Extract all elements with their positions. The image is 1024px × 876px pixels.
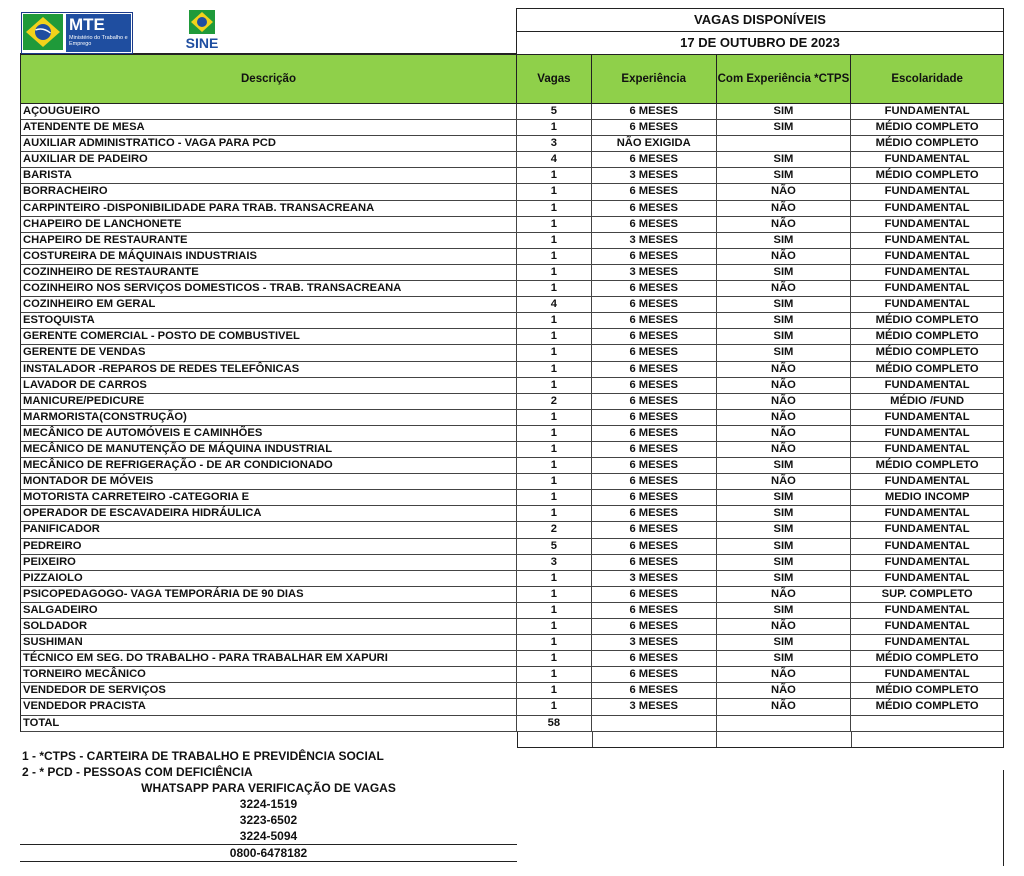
table-row [20, 201, 1004, 217]
cell-descricao: TORNEIRO MECÂNICO [21, 667, 517, 682]
cell-vagas: 4 [517, 152, 592, 167]
cell-vagas: 4 [517, 297, 592, 312]
cell-escolaridade: FUNDAMENTAL [884, 555, 970, 568]
brazil-flag-icon [23, 14, 63, 50]
cell-com-experiencia: NÃO [717, 378, 852, 393]
cell-escolaridade: FUNDAMENTAL [884, 507, 970, 520]
cell-escolaridade: MÉDIO COMPLETO [875, 346, 979, 359]
cell-descricao: GERENTE COMERCIAL - POSTO DE COMBUSTIVEL [21, 329, 517, 344]
cell-experiencia: 6 MESES [592, 667, 717, 682]
cell-descricao: PIZZAIOLO [21, 571, 517, 586]
cell-experiencia: 6 MESES [592, 619, 717, 634]
cell-vagas: 3 [517, 555, 592, 570]
table-row [20, 265, 1004, 281]
cell-escolaridade: FUNDAMENTAL [884, 153, 970, 166]
cell-experiencia: 6 MESES [592, 104, 717, 119]
cell-descricao: MECÂNICO DE REFRIGERAÇÃO - DE AR CONDICIONADO [21, 458, 517, 473]
document-header [20, 8, 1004, 54]
cell-experiencia: 6 MESES [592, 394, 717, 409]
whatsapp-number: 3223-6502 [239, 812, 298, 827]
column-header-escolaridade: Escolaridade [891, 72, 963, 85]
cell-vagas: 5 [517, 539, 592, 554]
footnotes [20, 748, 517, 862]
title-block [516, 8, 1004, 54]
table-row [20, 329, 1004, 345]
cell-escolaridade: FUNDAMENTAL [884, 523, 970, 536]
footnote-ctps: 1 - *CTPS - CARTEIRA DE TRABALHO E PREVIDÊNCIA SOCIAL [22, 748, 384, 763]
blank-cell [852, 732, 1003, 747]
cell-vagas: 1 [517, 362, 592, 377]
cell-com-experiencia: NÃO [717, 426, 852, 441]
cell-escolaridade: FUNDAMENTAL [884, 636, 970, 649]
cell-experiencia: 3 MESES [592, 233, 717, 248]
cell-vagas: 2 [517, 394, 592, 409]
total-row [20, 716, 1004, 732]
cell-escolaridade: FUNDAMENTAL [884, 282, 970, 295]
cell-experiencia: 6 MESES [592, 522, 717, 537]
cell-com-experiencia: NÃO [717, 619, 852, 634]
table-row [20, 442, 1004, 458]
cell-experiencia: 6 MESES [592, 506, 717, 521]
table-row [20, 378, 1004, 394]
table-row [20, 362, 1004, 378]
cell-escolaridade: MÉDIO COMPLETO [875, 137, 979, 150]
cell-escolaridade: FUNDAMENTAL [884, 475, 970, 488]
cell-descricao: CARPINTEIRO -DISPONIBILIDADE PARA TRAB. TRANSACREANA [21, 201, 517, 216]
cell-com-experiencia: SIM [717, 458, 852, 473]
cell-com-experiencia: NÃO [717, 442, 852, 457]
cell-vagas: 2 [517, 522, 592, 537]
cell-com-experiencia: SIM [717, 168, 852, 183]
page-date: 17 DE OUTUBRO DE 2023 [517, 31, 1003, 54]
cell-descricao: PANIFICADOR [21, 522, 517, 537]
table-row [20, 168, 1004, 184]
table-row [20, 120, 1004, 136]
cell-escolaridade: FUNDAMENTAL [884, 410, 970, 423]
table-row [20, 217, 1004, 233]
cell-escolaridade: FUNDAMENTAL [884, 571, 970, 584]
cell-vagas: 1 [517, 184, 592, 199]
total-empty-cell [717, 716, 852, 731]
footnote-pcd: 2 - * PCD - PESSOAS COM DEFICIÊNCIA [22, 764, 253, 779]
cell-escolaridade: MEDIO INCOMP [884, 491, 970, 504]
cell-com-experiencia: NÃO [717, 683, 852, 698]
divider [20, 861, 517, 862]
table-row [20, 587, 1004, 603]
cell-descricao: VENDEDOR PRACISTA [21, 699, 517, 714]
cell-escolaridade: FUNDAMENTAL [884, 105, 970, 117]
cell-escolaridade: FUNDAMENTAL [884, 233, 970, 246]
cell-vagas: 5 [517, 104, 592, 119]
cell-experiencia: 6 MESES [592, 490, 717, 505]
cell-com-experiencia: SIM [717, 539, 852, 554]
cell-descricao: LAVADOR DE CARROS [21, 378, 517, 393]
cell-vagas: 1 [517, 217, 592, 232]
table-row [20, 233, 1004, 249]
cell-descricao: INSTALADOR -REPAROS DE REDES TELEFÔNICAS [21, 362, 517, 377]
table-row [20, 394, 1004, 410]
sine-logo-label: SINE [185, 35, 219, 51]
cell-escolaridade: FUNDAMENTAL [884, 249, 970, 262]
table-row [20, 651, 1004, 667]
cell-experiencia: 6 MESES [592, 442, 717, 457]
cell-escolaridade: MÉDIO /FUND [890, 394, 965, 407]
blank-cell [717, 732, 851, 747]
cell-vagas: 1 [517, 442, 592, 457]
cell-descricao: PSICOPEDAGOGO- VAGA TEMPORÁRIA DE 90 DIAS [21, 587, 517, 602]
page-title: VAGAS DISPONÍVEIS [694, 12, 826, 27]
cell-experiencia: 6 MESES [592, 297, 717, 312]
cell-com-experiencia: SIM [717, 313, 852, 328]
cell-escolaridade: FUNDAMENTAL [884, 620, 970, 632]
cell-com-experiencia: NÃO [717, 201, 852, 216]
cell-vagas: 3 [517, 136, 592, 151]
blank-row [517, 732, 1004, 748]
cell-experiencia: 6 MESES [592, 184, 717, 199]
cell-experiencia: 6 MESES [592, 458, 717, 473]
table-row [20, 281, 1004, 297]
cell-escolaridade: FUNDAMENTAL [884, 265, 970, 278]
cell-escolaridade: FUNDAMENTAL [884, 201, 970, 214]
blank-cell [518, 732, 593, 747]
table-row [20, 297, 1004, 313]
cell-escolaridade: MÉDIO COMPLETO [875, 362, 979, 375]
cell-com-experiencia: NÃO [717, 474, 852, 489]
cell-escolaridade: FUNDAMENTAL [884, 217, 970, 230]
cell-experiencia: 6 MESES [592, 313, 717, 328]
cell-experiencia: 6 MESES [592, 474, 717, 489]
column-header-experiencia: Experiência [592, 55, 717, 103]
cell-experiencia: 6 MESES [592, 281, 717, 296]
cell-escolaridade: FUNDAMENTAL [884, 603, 970, 616]
table-row [20, 426, 1004, 442]
cell-escolaridade: MÉDIO COMPLETO [875, 684, 979, 697]
cell-com-experiencia: SIM [717, 297, 852, 312]
table-row [20, 506, 1004, 522]
cell-com-experiencia: SIM [717, 152, 852, 167]
table-row [20, 313, 1004, 329]
cell-escolaridade: MÉDIO COMPLETO [875, 652, 979, 665]
cell-vagas: 1 [517, 201, 592, 216]
cell-vagas: 1 [517, 490, 592, 505]
table-row [20, 699, 1004, 715]
total-empty-cell [851, 716, 1003, 731]
cell-experiencia: 6 MESES [592, 201, 717, 216]
cell-descricao: GERENTE DE VENDAS [21, 345, 517, 360]
cell-escolaridade: MÉDIO COMPLETO [875, 314, 979, 327]
cell-descricao: ESTOQUISTA [21, 313, 517, 328]
table-row [20, 635, 1004, 651]
cell-vagas: 1 [517, 603, 592, 618]
cell-com-experiencia: SIM [717, 345, 852, 360]
table-row [20, 104, 1004, 120]
mte-logo [21, 12, 133, 54]
toll-free-number: 0800-6478182 [229, 845, 308, 860]
table-row [20, 249, 1004, 265]
table-row [20, 136, 1004, 152]
cell-experiencia: 6 MESES [592, 217, 717, 232]
cell-vagas: 1 [517, 168, 592, 183]
column-header-descricao: Descrição [21, 55, 517, 103]
table-row [20, 474, 1004, 490]
cell-vagas: 1 [517, 265, 592, 280]
cell-com-experiencia: NÃO [717, 184, 852, 199]
cell-experiencia: 6 MESES [592, 345, 717, 360]
cell-escolaridade: SUP. COMPLETO [881, 587, 973, 600]
cell-experiencia: 6 MESES [592, 410, 717, 425]
table-row [20, 410, 1004, 426]
table-row [20, 490, 1004, 506]
divider [1003, 770, 1004, 866]
table-row [20, 458, 1004, 474]
cell-vagas: 1 [517, 506, 592, 521]
cell-vagas: 1 [517, 635, 592, 650]
cell-descricao: MECÂNICO DE AUTOMÓVEIS E CAMINHÕES [21, 426, 517, 441]
cell-com-experiencia: SIM [717, 651, 852, 666]
cell-com-experiencia: SIM [717, 265, 852, 280]
cell-experiencia: 6 MESES [592, 651, 717, 666]
cell-experiencia: 3 MESES [592, 571, 717, 586]
cell-vagas: 1 [517, 683, 592, 698]
cell-escolaridade: FUNDAMENTAL [884, 668, 970, 681]
cell-experiencia: 3 MESES [592, 168, 717, 183]
cell-com-experiencia: SIM [717, 329, 852, 344]
cell-descricao: CHAPEIRO DE RESTAURANTE [21, 233, 517, 248]
cell-com-experiencia: SIM [717, 506, 852, 521]
cell-com-experiencia: NÃO [717, 587, 852, 602]
cell-escolaridade: FUNDAMENTAL [884, 185, 970, 198]
cell-com-experiencia: SIM [717, 104, 852, 119]
job-vacancy-document [20, 8, 1004, 862]
cell-com-experiencia: SIM [717, 555, 852, 570]
cell-descricao: COZINHEIRO EM GERAL [21, 297, 517, 312]
table-row [20, 571, 1004, 587]
cell-com-experiencia: NÃO [717, 281, 852, 296]
cell-vagas: 1 [517, 587, 592, 602]
cell-escolaridade: FUNDAMENTAL [884, 442, 970, 455]
cell-vagas: 1 [517, 313, 592, 328]
table-row [20, 184, 1004, 200]
cell-com-experiencia: SIM [717, 233, 852, 248]
cell-experiencia: 6 MESES [592, 555, 717, 570]
table-row [20, 683, 1004, 699]
cell-escolaridade: FUNDAMENTAL [884, 298, 970, 311]
cell-descricao: SOLDADOR [21, 619, 517, 634]
cell-com-experiencia: NÃO [717, 362, 852, 377]
total-empty-cell [592, 716, 717, 731]
cell-escolaridade: FUNDAMENTAL [884, 378, 970, 391]
blank-cell [593, 732, 717, 747]
cell-com-experiencia: SIM [717, 120, 852, 135]
cell-experiencia: 6 MESES [592, 683, 717, 698]
cell-vagas: 1 [517, 571, 592, 586]
cell-experiencia: 6 MESES [592, 120, 717, 135]
cell-descricao: PEIXEIRO [21, 555, 517, 570]
total-value: 58 [517, 716, 592, 731]
cell-descricao: MARMORISTA(CONSTRUÇÃO) [21, 410, 517, 425]
table-body [20, 104, 1004, 716]
cell-com-experiencia: NÃO [717, 667, 852, 682]
cell-vagas: 1 [517, 281, 592, 296]
cell-vagas: 1 [517, 233, 592, 248]
cell-com-experiencia: SIM [717, 522, 852, 537]
cell-experiencia: 6 MESES [592, 152, 717, 167]
cell-vagas: 1 [517, 474, 592, 489]
cell-com-experiencia: NÃO [717, 394, 852, 409]
cell-escolaridade: FUNDAMENTAL [884, 539, 970, 552]
cell-vagas: 1 [517, 667, 592, 682]
cell-experiencia: 3 MESES [592, 265, 717, 280]
total-label: TOTAL [21, 716, 517, 731]
cell-descricao: ATENDENTE DE MESA [21, 120, 517, 135]
cell-descricao: MOTORISTA CARRETEIRO -CATEGORIA E [21, 490, 517, 505]
cell-experiencia: 6 MESES [592, 362, 717, 377]
mte-logo-subtitle: Ministério do Trabalho e Emprego [69, 35, 128, 47]
cell-experiencia: 3 MESES [592, 635, 717, 650]
cell-vagas: 1 [517, 249, 592, 264]
sine-logo [180, 10, 224, 52]
cell-descricao: MECÂNICO DE MANUTENÇÃO DE MÁQUINA INDUSTRIAL [21, 442, 517, 457]
cell-descricao: BARISTA [21, 168, 517, 183]
mte-logo-text [66, 14, 131, 52]
cell-com-experiencia: SIM [717, 571, 852, 586]
cell-escolaridade: MÉDIO COMPLETO [875, 330, 979, 343]
cell-descricao: AUXILIAR DE PADEIRO [21, 152, 517, 167]
cell-vagas: 1 [517, 378, 592, 393]
cell-experiencia: 6 MESES [592, 426, 717, 441]
cell-escolaridade: FUNDAMENTAL [884, 426, 970, 439]
cell-vagas: 1 [517, 699, 592, 714]
cell-descricao: SALGADEIRO [21, 603, 517, 618]
cell-descricao: AUXILIAR ADMINISTRATICO - VAGA PARA PCD [21, 136, 517, 151]
cell-vagas: 1 [517, 619, 592, 634]
cell-descricao: CHAPEIRO DE LANCHONETE [21, 217, 517, 232]
cell-com-experiencia [717, 136, 852, 151]
cell-vagas: 1 [517, 458, 592, 473]
whatsapp-number: 3224-5094 [239, 828, 298, 843]
table-row [20, 667, 1004, 683]
whatsapp-label: WHATSAPP PARA VERIFICAÇÃO DE VAGAS [141, 780, 396, 795]
logos-area [20, 8, 516, 54]
cell-com-experiencia: NÃO [717, 410, 852, 425]
cell-experiencia: 6 MESES [592, 329, 717, 344]
column-header-com-experiencia: Com Experiência *CTPS [717, 55, 852, 103]
cell-escolaridade: MÉDIO COMPLETO [875, 169, 979, 182]
cell-experiencia: 6 MESES [592, 587, 717, 602]
cell-com-experiencia: SIM [717, 603, 852, 618]
table-row [20, 539, 1004, 555]
cell-vagas: 1 [517, 426, 592, 441]
cell-descricao: VENDEDOR DE SERVIÇOS [21, 683, 517, 698]
cell-vagas: 1 [517, 410, 592, 425]
cell-descricao: SUSHIMAN [21, 635, 517, 650]
cell-descricao: COZINHEIRO NOS SERVIÇOS DOMESTICOS - TRAB. TRANSACREANA [21, 281, 517, 296]
column-header-vagas: Vagas [517, 55, 592, 103]
cell-descricao: TÉCNICO EM SEG. DO TRABALHO - PARA TRABALHAR EM XAPURI [21, 651, 517, 666]
cell-vagas: 1 [517, 345, 592, 360]
sine-flag-icon [189, 10, 215, 34]
cell-experiencia: 3 MESES [592, 699, 717, 714]
table-row [20, 555, 1004, 571]
cell-experiencia: 6 MESES [592, 378, 717, 393]
cell-experiencia: 6 MESES [592, 249, 717, 264]
cell-experiencia: 6 MESES [592, 539, 717, 554]
cell-escolaridade: MÉDIO COMPLETO [875, 121, 979, 134]
cell-com-experiencia: NÃO [717, 699, 852, 714]
table-row [20, 603, 1004, 619]
cell-escolaridade: MÉDIO COMPLETO [875, 459, 979, 472]
table-row [20, 152, 1004, 168]
cell-escolaridade: MÉDIO COMPLETO [875, 700, 979, 713]
cell-vagas: 1 [517, 329, 592, 344]
cell-descricao: AÇOUGUEIRO [21, 104, 517, 119]
mte-logo-title: MTE [69, 15, 105, 34]
cell-com-experiencia: SIM [717, 635, 852, 650]
whatsapp-number: 3224-1519 [239, 796, 298, 811]
cell-experiencia: 6 MESES [592, 603, 717, 618]
cell-experiencia: NÃO EXIGIDA [592, 136, 717, 151]
table-header [20, 54, 1004, 104]
cell-com-experiencia: NÃO [717, 249, 852, 264]
cell-descricao: OPERADOR DE ESCAVADEIRA HIDRÁULICA [21, 506, 517, 521]
table-row [20, 345, 1004, 361]
cell-com-experiencia: SIM [717, 490, 852, 505]
table-row [20, 522, 1004, 538]
cell-descricao: PEDREIRO [21, 539, 517, 554]
cell-descricao: MONTADOR DE MÓVEIS [21, 474, 517, 489]
cell-descricao: MANICURE/PEDICURE [21, 394, 517, 409]
cell-vagas: 1 [517, 120, 592, 135]
cell-descricao: COZINHEIRO DE RESTAURANTE [21, 265, 517, 280]
cell-vagas: 1 [517, 651, 592, 666]
cell-com-experiencia: NÃO [717, 217, 852, 232]
cell-descricao: BORRACHEIRO [21, 184, 517, 199]
cell-descricao: COSTUREIRA DE MÁQUINAIS INDUSTRIAIS [21, 249, 517, 264]
table-row [20, 619, 1004, 635]
